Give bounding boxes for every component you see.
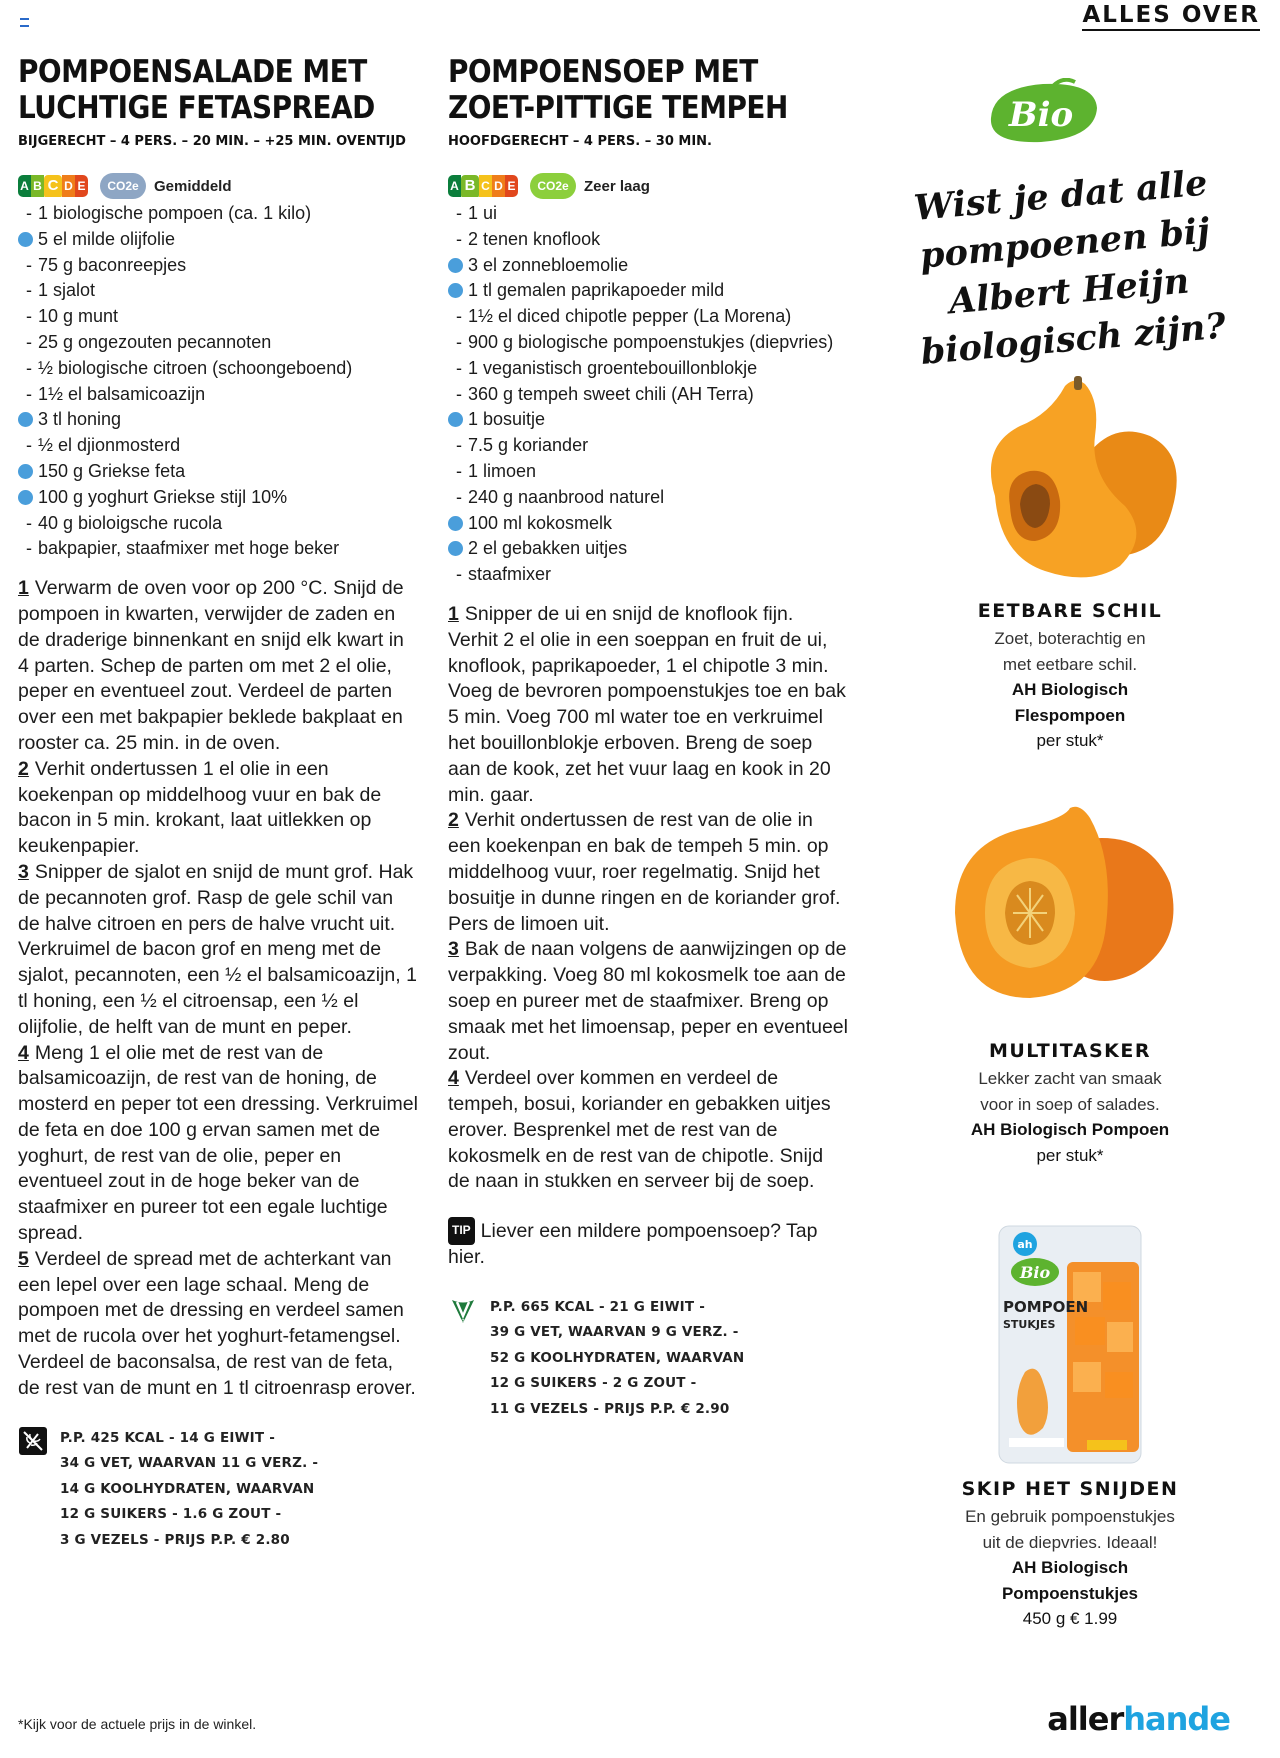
- step-3: [18, 860, 418, 1041]
- co2-cloud-icon: CO2e: [100, 173, 146, 199]
- step-2: [18, 757, 418, 860]
- step-text: Bak de naan volgens de aanwijzingen op de verpakking. Voeg 80 ml kokosmelk toe aan de soep en pureer met de staafmixer. Breng op smaak met het limoensap, peper en eventueel zout.: [448, 938, 848, 1064]
- ingredient-item: - 25 g ongezouten pecannoten: [18, 330, 418, 356]
- nutri-score-badge: A B C D E: [448, 175, 518, 197]
- step-text: Verwarm de oven voor op 200 °C. Snijd de pompoen in kwarten, verwijder de zaden en de draderige binnenkant en snijd elk kwart in 4 parten. Schep de parten om met 2 el olie, peper en eventueel zout. Verdeel de parten over een met bakpapier beklede bakplaat en rooster ca. 25 min. in de oven.: [18, 577, 404, 754]
- step-number: 1: [18, 577, 29, 600]
- ingredient-list: [448, 201, 848, 588]
- step-text: Verdeel de spread met de achterkant van een lepel over een lage schaal. Meng de pompoen met de dressing en verdeel samen met de rucola over het yoghurt-fetamengsel. Verdeel de baconsalsa, de rest van de feta, de rest van de munt en 1 tl citroenrasp erover.: [18, 1247, 416, 1399]
- svg-text:Bio: Bio: [1008, 95, 1074, 135]
- preparation-steps: [448, 602, 848, 1195]
- ingredient-item: 2 el gebakken uitjes: [448, 536, 848, 562]
- nutrition-line: 34 G VET, WAARVAN 11 G VERZ. -: [60, 1455, 319, 1472]
- ingredient-item: 150 g Griekse feta: [18, 459, 418, 485]
- ingredient-item: - 1 limoen: [448, 459, 848, 485]
- ingredient-item: - 1 ui: [448, 201, 848, 227]
- step-text: Snipper de sjalot en snijd de munt grof. Hak de pecannoten grof. Rasp de gele schil van de halve citroen en pers de halve vrucht uit. Verkruimel de bacon grof en meng met de sjalot, pecannoten, een ½ el balsamicoazijn, 1 tl honing, een ½ el citroensap, een ½ el olijfolie, de helft van de munt en peper.: [18, 860, 417, 1038]
- tip-link[interactable]: [448, 1217, 848, 1271]
- ingredient-item: 100 g yoghurt Griekse stijl 10%: [18, 485, 418, 511]
- nutri-score-badge: A B C D E: [18, 175, 88, 197]
- step-number: 5: [18, 1247, 29, 1270]
- recipe1-meta: BIJGERECHT – 4 PERS. – 20 MIN. – +25 MIN. OVENTIJD: [18, 134, 406, 149]
- step-5: [18, 1247, 418, 1402]
- step-1: [448, 602, 848, 808]
- product-pompoenstukjes: SKIP HET SNIJDEN En gebruik pompoenstukjes uit de diepvries. Ideaal! AH Biologisch Pompoenstukjes 450 g € 1.99: [961, 1478, 1179, 1628]
- ingredient-item: 3 el zonnebloemolie: [448, 253, 848, 279]
- step-number: 4: [448, 1067, 459, 1090]
- allerhande-logo: allerhande: [1047, 1700, 1230, 1738]
- recipe-pompoensoep: [448, 54, 848, 1422]
- svg-text:Vegan: Vegan: [455, 1317, 471, 1324]
- ingredient-item: 1 bosuitje: [448, 407, 848, 433]
- ingredient-item: - 1 sjalot: [18, 278, 418, 304]
- ingredient-item: - 2 tenen knoflook: [448, 227, 848, 253]
- step-number: 2: [18, 757, 29, 780]
- svg-text:Bio: Bio: [1019, 1263, 1051, 1282]
- nutrition-info: [18, 1426, 418, 1554]
- ingredient-item: - 240 g naanbrood naturel: [448, 485, 848, 511]
- bio-logo-icon: [983, 78, 1103, 148]
- ingredient-item: - bakpapier, staafmixer met hoge beker: [18, 536, 418, 562]
- ingredient-item: 100 ml kokosmelk: [448, 511, 848, 537]
- step-text: Meng 1 el olie met de rest van de balsamicoazijn, de rest van de honing, de mosterd en peper tot een dressing. Verkruimel de feta en doe 100 g ervan samen met de yoghurt, de rest van de olie, peper en eventueel zout in de hoge beker van de staafmixer en pureer tot een egale luchtige spread.: [18, 1041, 418, 1245]
- step-3: [448, 937, 848, 1066]
- ingredient-item: - 900 g biologische pompoenstukjes (diepvries): [448, 330, 848, 356]
- recipe2-title: POMPOENSOEP MET ZOET-PITTIGE TEMPEH: [448, 54, 788, 126]
- nutrition-line: 3 G VEZELS - PRIJS P.P. € 2.80: [60, 1531, 290, 1548]
- preparation-steps: [18, 576, 418, 1402]
- step-text: Verhit ondertussen de rest van de olie in een koekenpan en bak de tempeh 5 min. op middelhoog vuur, roer regelmatig. Snijd het bosuitje in dunne ringen en de koriander grof. Pers de limoen uit.: [448, 809, 841, 935]
- ingredient-item: - 40 g bioloigsche rucola: [18, 511, 418, 537]
- step-4: [448, 1066, 848, 1195]
- step-2: [448, 808, 848, 937]
- vegan-icon: [448, 1295, 478, 1325]
- pumpkin-image: [945, 803, 1185, 1013]
- ingredient-item: 5 el milde olijfolie: [18, 227, 418, 253]
- ingredient-item: - ½ el djionmosterd: [18, 433, 418, 459]
- bio-question-heading: Wist je dat alle pompoenen bij Albert Heijn biologisch zijn?: [912, 162, 1228, 373]
- tip-badge: TIP: [448, 1217, 475, 1245]
- svg-text:STUKJES: STUKJES: [1003, 1318, 1056, 1331]
- nutrition-line: 11 G VEZELS - PRIJS P.P. € 2.90: [490, 1400, 730, 1417]
- nutrition-info: [448, 1295, 848, 1423]
- recipe2-scores: [448, 173, 848, 199]
- ingredient-item: - 10 g munt: [18, 304, 418, 330]
- co2-score: CO2e Zeer laag: [530, 173, 650, 199]
- nutrition-line: 52 G KOOLHYDRATEN, WAARVAN: [490, 1349, 745, 1366]
- no-gluten-icon: [18, 1426, 48, 1456]
- ingredient-item: - 75 g baconreepjes: [18, 253, 418, 279]
- step-number: 3: [18, 860, 29, 883]
- tip-text: Liever een mildere pompoensoep? Tap hier.: [448, 1220, 818, 1269]
- svg-text:ah: ah: [1017, 1238, 1033, 1251]
- svg-text:POMPOEN: POMPOEN: [1003, 1298, 1089, 1316]
- step-number: 1: [448, 602, 459, 625]
- ingredient-item: - 1 veganistisch groentebouillonblokje: [448, 356, 848, 382]
- ingredient-list: [18, 201, 418, 562]
- step-text: Verhit ondertussen 1 el olie in een koekenpan op middelhoog vuur en bak de bacon in 5 min. krokant, laat uitlekken op keukenpapier.: [18, 757, 382, 858]
- corner-mark: [20, 18, 29, 27]
- step-number: 3: [448, 938, 459, 961]
- ingredient-item: 3 tl honing: [18, 407, 418, 433]
- nutrition-line: P.P. 425 KCAL - 14 G EIWIT -: [60, 1429, 276, 1446]
- product-flespompoen: EETBARE SCHIL Zoet, boterachtig en met eetbare schil. AH Biologisch Flespompoen per stuk*: [977, 600, 1163, 750]
- ingredient-item: - 1½ el diced chipotle pepper (La Morena): [448, 304, 848, 330]
- nutrition-line: 12 G SUIKERS - 2 G ZOUT -: [490, 1375, 697, 1392]
- step-4: [18, 1041, 418, 1247]
- ingredient-item: - staafmixer: [448, 562, 848, 588]
- nutrition-line: 39 G VET, WAARVAN 9 G VERZ. -: [490, 1324, 739, 1341]
- nutrition-line: P.P. 665 KCAL - 21 G EIWIT -: [490, 1298, 706, 1315]
- ingredient-item: 1 tl gemalen paprikapoeder mild: [448, 278, 848, 304]
- ingredient-item: - ½ biologische citroen (schoongeboend): [18, 356, 418, 382]
- co2-cloud-icon: CO2e: [530, 173, 576, 199]
- ingredient-item: - 360 g tempeh sweet chili (AH Terra): [448, 382, 848, 408]
- step-number: 4: [18, 1041, 29, 1064]
- ingredient-item: - 1½ el balsamicoazijn: [18, 382, 418, 408]
- ingredient-item: - 1 biologische pompoen (ca. 1 kilo): [18, 201, 418, 227]
- step-number: 2: [448, 809, 459, 832]
- step-1: [18, 576, 418, 757]
- recipe1-scores: [18, 173, 418, 199]
- price-footnote: *Kijk voor de actuele prijs in de winkel.: [18, 1716, 257, 1732]
- co2-score: CO2e Gemiddeld: [100, 173, 232, 199]
- recipe1-title: POMPOENSALADE MET LUCHTIGE FETASPREAD: [18, 54, 375, 126]
- butternut-squash-image: [950, 376, 1190, 586]
- section-label: ALLES OVER: [1082, 2, 1260, 31]
- ingredient-item: - 7.5 g koriander: [448, 433, 848, 459]
- product-pompoen: MULTITASKER Lekker zacht van smaak voor in soep of salades. AH Biologisch Pompoen per stuk*: [970, 1040, 1170, 1165]
- step-text: Verdeel over kommen en verdeel de tempeh, bosui, koriander en gebakken uitjes erover. Besprenkel met de rest van de kokosmelk en de rest van de chipotle. Snijd de naan in stukken en serveer bij de soep.: [448, 1067, 831, 1193]
- step-text: Snipper de ui en snijd de knoflook fijn. Verhit 2 el olie in een soeppan en fruit de ui, knoflook, paprikapoeder, 1 el chipotle 3 min. Voeg de bevroren pompoenstukjes toe en bak 5 min. Voeg 700 ml water toe en verkruimel het bouillonblokje erboven. Breng de soep aan de kook, zet het vuur laag en kook in 20 min. gaar.: [448, 602, 846, 806]
- nutrition-line: 12 G SUIKERS - 1.6 G ZOUT -: [60, 1506, 282, 1523]
- pompoenstukjes-package-image: [995, 1222, 1145, 1467]
- recipe-pompoensalade: [18, 54, 418, 1553]
- nutrition-line: 14 G KOOLHYDRATEN, WAARVAN: [60, 1480, 315, 1497]
- recipe2-meta: HOOFDGERECHT – 4 PERS. – 30 MIN.: [448, 134, 712, 149]
